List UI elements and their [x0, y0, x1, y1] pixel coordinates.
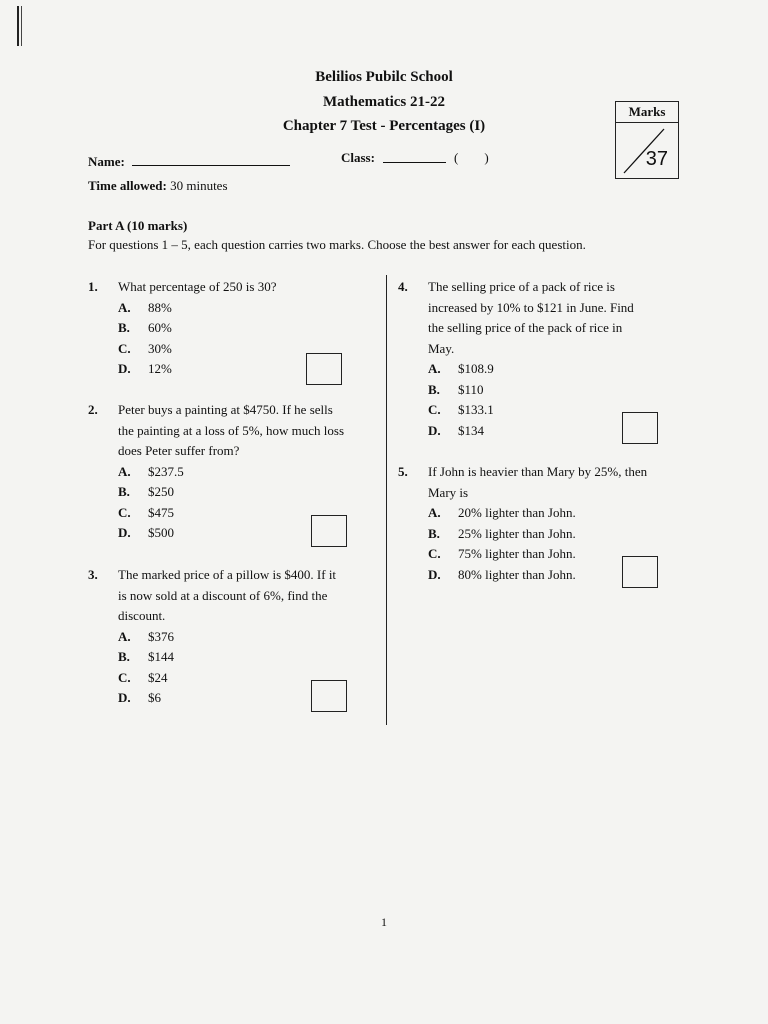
marks-box: [615, 101, 679, 179]
time-label: Time allowed:: [88, 178, 167, 193]
question-text: [428, 462, 647, 503]
option-text: $134: [458, 422, 484, 438]
option-text: 12%: [148, 361, 172, 376]
option-d[interactable]: [428, 421, 484, 442]
option-letter: A.: [428, 361, 441, 376]
question-number: 3.: [88, 567, 98, 582]
option-letter: C.: [118, 340, 131, 356]
question-number: 4.: [398, 279, 408, 294]
question-line: The marked price of a pillow is $400. If it: [118, 567, 337, 582]
option-letter: D.: [118, 525, 131, 540]
option-letter: B.: [118, 320, 130, 335]
option-letter: C.: [118, 669, 131, 685]
question-line: What percentage of 250 is 30?: [118, 279, 277, 294]
answer-box-q2[interactable]: [311, 515, 347, 547]
part-a-instructions: For questions 1 – 5, each question carries two marks. Choose the best answer for each question.: [88, 237, 586, 252]
option-text: $475: [148, 504, 174, 520]
option-text: $250: [148, 484, 174, 499]
school-name: Belilios Pubilc School: [315, 69, 453, 85]
answer-box-q3[interactable]: [311, 680, 347, 712]
column-divider: [386, 275, 387, 725]
option-b[interactable]: [118, 318, 172, 339]
option-text: 60%: [148, 320, 172, 335]
option-letter: D.: [118, 690, 131, 705]
option-letter: A.: [118, 463, 131, 479]
option-d[interactable]: [428, 565, 576, 586]
question-line: Mary is: [428, 484, 469, 500]
question-text: [118, 277, 276, 298]
class-field[interactable]: [383, 150, 446, 163]
scan-edge-mark: [17, 6, 22, 46]
option-text: $24: [148, 669, 168, 685]
option-d[interactable]: [118, 523, 174, 544]
option-text: 20% lighter than John.: [458, 505, 576, 520]
option-letter: C.: [118, 504, 131, 520]
option-c[interactable]: [428, 400, 494, 421]
option-b[interactable]: [428, 380, 484, 401]
option-c[interactable]: [428, 544, 576, 565]
option-letter: B.: [118, 649, 130, 664]
question-line: May.: [428, 340, 455, 356]
option-letter: D.: [428, 422, 441, 438]
option-letter: B.: [428, 525, 440, 541]
answer-box-q5[interactable]: [622, 556, 658, 588]
option-c[interactable]: [118, 668, 168, 689]
marks-label: Marks: [616, 102, 678, 123]
name-field[interactable]: [132, 153, 290, 166]
option-a[interactable]: [428, 359, 494, 380]
question-line: The selling price of a pack of rice is: [428, 279, 615, 294]
option-c[interactable]: [118, 503, 174, 524]
option-text: 80% lighter than John.: [458, 566, 576, 582]
question-line: the painting at a loss of 5%, how much loss: [118, 422, 345, 438]
option-letter: B.: [428, 381, 440, 397]
question-text: [118, 400, 344, 462]
option-letter: A.: [118, 299, 131, 315]
class-number-paren: ( ): [454, 150, 489, 165]
test-title: Chapter 7 Test - Percentages (I): [282, 118, 486, 134]
option-text: $237.5: [148, 463, 184, 479]
option-text: 75% lighter than John.: [458, 546, 576, 561]
option-text: $500: [148, 525, 174, 540]
option-d[interactable]: [118, 359, 172, 380]
option-letter: C.: [428, 402, 441, 417]
marks-total: 37: [645, 148, 668, 170]
option-a[interactable]: [118, 627, 174, 648]
option-b[interactable]: [428, 524, 576, 545]
option-letter: C.: [428, 546, 441, 561]
option-text: 30%: [148, 340, 172, 356]
answer-box-q1[interactable]: [306, 353, 342, 385]
time-allowed: [88, 178, 228, 194]
name-label: Name:: [88, 154, 125, 169]
option-text: $133.1: [458, 402, 494, 417]
option-text: $144: [148, 649, 174, 664]
option-a[interactable]: [118, 462, 184, 483]
option-d[interactable]: [118, 688, 161, 709]
question-number: 1.: [88, 279, 98, 294]
question-line: is now sold at a discount of 6%, find the: [118, 587, 328, 603]
option-text: $376: [148, 628, 174, 644]
option-c[interactable]: [118, 339, 172, 360]
option-letter: A.: [428, 505, 441, 520]
option-text: $6: [148, 690, 161, 705]
question-line: does Peter suffer from?: [118, 443, 240, 458]
option-text: 25% lighter than John.: [458, 525, 576, 541]
option-letter: B.: [118, 484, 130, 499]
option-b[interactable]: [118, 647, 174, 668]
answer-box-q4[interactable]: [622, 412, 658, 444]
page-number: 1: [381, 915, 387, 929]
question-line: If John is heavier than Mary by 25%, then: [428, 464, 648, 479]
question-number: 5.: [398, 464, 408, 479]
question-line: discount.: [118, 608, 166, 623]
subject-title: Mathematics 21-22: [322, 94, 446, 110]
option-letter: A.: [118, 628, 131, 644]
option-text: 88%: [148, 299, 172, 315]
class-label: Class:: [341, 150, 375, 165]
part-a-heading: Part A (10 marks): [88, 218, 188, 233]
option-b[interactable]: [118, 482, 174, 503]
option-a[interactable]: [428, 503, 576, 524]
option-text: $110: [458, 381, 484, 397]
question-text: [428, 277, 634, 359]
question-text: [118, 565, 336, 627]
option-text: $108.9: [458, 361, 494, 376]
time-value: 30 minutes: [170, 178, 228, 193]
question-line: Peter buys a painting at $4750. If he sells: [118, 402, 333, 417]
question-line: increased by 10% to $121 in June. Find: [428, 299, 634, 315]
option-letter: D.: [428, 566, 441, 582]
option-a[interactable]: [118, 298, 172, 319]
question-number: 2.: [88, 402, 98, 417]
question-line: the selling price of the pack of rice in: [428, 320, 623, 335]
option-letter: D.: [118, 361, 131, 376]
